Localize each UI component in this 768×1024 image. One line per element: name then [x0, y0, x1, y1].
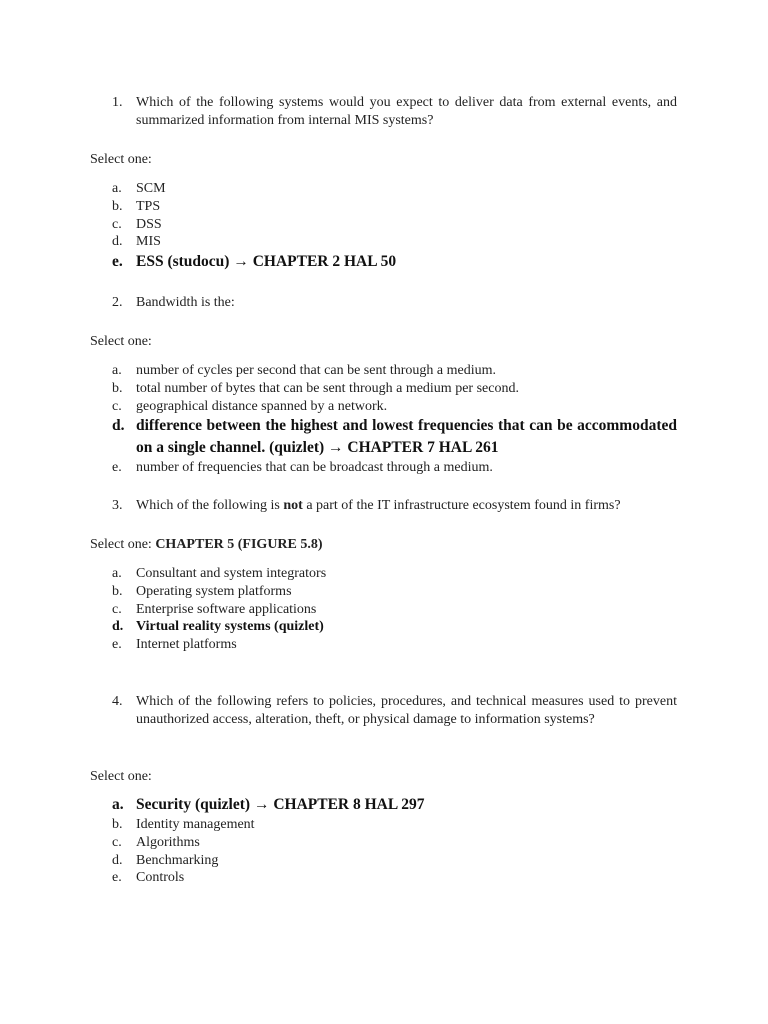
option-letter: a.	[112, 796, 124, 813]
question-text: Bandwidth is the:	[136, 295, 235, 310]
option	[112, 459, 677, 477]
option-text: total number of bytes that can be sent through a medium per second.	[136, 380, 519, 396]
option-letter: c.	[112, 834, 122, 850]
option-letter: e.	[112, 870, 122, 886]
question-text-part: Which of the following is	[136, 498, 284, 513]
option	[112, 565, 677, 583]
answer-option	[112, 415, 677, 459]
question-3	[112, 497, 677, 515]
option-letter: a.	[112, 363, 122, 378]
option-text: geographical distance spanned by a network.	[136, 398, 388, 414]
option	[112, 869, 677, 887]
option-text: Controls	[136, 870, 185, 886]
option	[112, 380, 677, 398]
question-text-emphasis: not	[283, 498, 303, 513]
option-letter: c.	[112, 216, 122, 232]
option-letter: b.	[112, 817, 123, 832]
option-text: Operating system platforms	[136, 583, 292, 599]
option-text: Algorithms	[136, 834, 200, 850]
question-text: Which of the following systems would you expect to deliver data from external events, and summarized information from internal MIS systems?	[136, 95, 677, 128]
option	[112, 601, 677, 619]
select-one-label: Select one:	[90, 769, 152, 784]
option	[112, 636, 677, 654]
option-letter: e.	[112, 637, 122, 653]
select-one-label: Select one:	[90, 334, 152, 349]
options-list	[112, 794, 677, 887]
option-letter: d.	[112, 619, 124, 635]
question-number: 3.	[112, 498, 123, 513]
option-letter: c.	[112, 398, 122, 414]
question-number: 1.	[112, 95, 123, 110]
option	[112, 834, 677, 852]
question-number: 2.	[112, 295, 123, 310]
answer-option	[112, 251, 677, 273]
option	[112, 398, 677, 416]
option	[112, 180, 677, 198]
option-text: number of cycles per second that can be sent through a medium.	[136, 363, 496, 378]
option-letter: c.	[112, 601, 122, 617]
option-text: SCM	[136, 181, 166, 196]
option-text: difference between the highest and lowest frequencies that can be accommodated on a single channel. (quizlet) → CHAPTER 7 HAL 261	[136, 417, 677, 457]
option	[112, 852, 677, 870]
option-text: TPS	[136, 198, 161, 214]
option-text: DSS	[136, 216, 162, 232]
question-text	[136, 497, 677, 515]
options-list	[112, 565, 677, 654]
option-text: Enterprise software applications	[136, 601, 317, 617]
options-list	[112, 180, 677, 273]
option-text: ESS (studocu) → CHAPTER 2 HAL 50	[136, 253, 397, 271]
option-letter: b.	[112, 198, 123, 214]
option	[112, 216, 677, 234]
option-letter: b.	[112, 583, 123, 599]
option-letter: e.	[112, 253, 123, 271]
question-number: 4.	[112, 694, 123, 709]
option-text: Identity management	[136, 817, 255, 832]
option-text: Consultant and system integrators	[136, 566, 327, 581]
option-letter: e.	[112, 460, 122, 476]
option-text: Internet platforms	[136, 637, 237, 653]
answer-option	[112, 618, 677, 636]
option	[112, 362, 677, 380]
question-1	[112, 94, 677, 130]
option	[112, 583, 677, 601]
option-text: Benchmarking	[136, 852, 219, 868]
answer-option	[112, 794, 677, 816]
select-one-label: Select one:	[90, 152, 152, 167]
question-text: Which of the following refers to policies, procedures, and technical measures used to prevent unauthorized access, alteration, theft, or physical damage to information systems?	[136, 694, 677, 727]
option-text: Security (quizlet) → CHAPTER 8 HAL 297	[136, 796, 425, 813]
question-4	[112, 693, 677, 729]
option	[112, 198, 677, 216]
option-text: number of frequencies that can be broadcast through a medium.	[136, 460, 493, 476]
option-text: Virtual reality systems (quizlet)	[136, 619, 324, 635]
option-letter: d.	[112, 852, 123, 868]
option-text: MIS	[136, 234, 161, 250]
question-text-part: a part of the IT infrastructure ecosystem found in firms?	[302, 498, 621, 513]
option-letter: a.	[112, 566, 122, 581]
option-letter: b.	[112, 380, 123, 396]
option-letter: d.	[112, 417, 125, 435]
select-one-label	[90, 536, 323, 554]
option	[112, 233, 677, 251]
option-letter: a.	[112, 181, 122, 196]
option-letter: d.	[112, 234, 123, 250]
question-2	[112, 294, 677, 312]
chapter-reference: CHAPTER 5 (FIGURE 5.8)	[155, 537, 323, 552]
option	[112, 816, 677, 834]
options-list	[112, 362, 677, 477]
select-one-text: Select one:	[90, 537, 156, 552]
